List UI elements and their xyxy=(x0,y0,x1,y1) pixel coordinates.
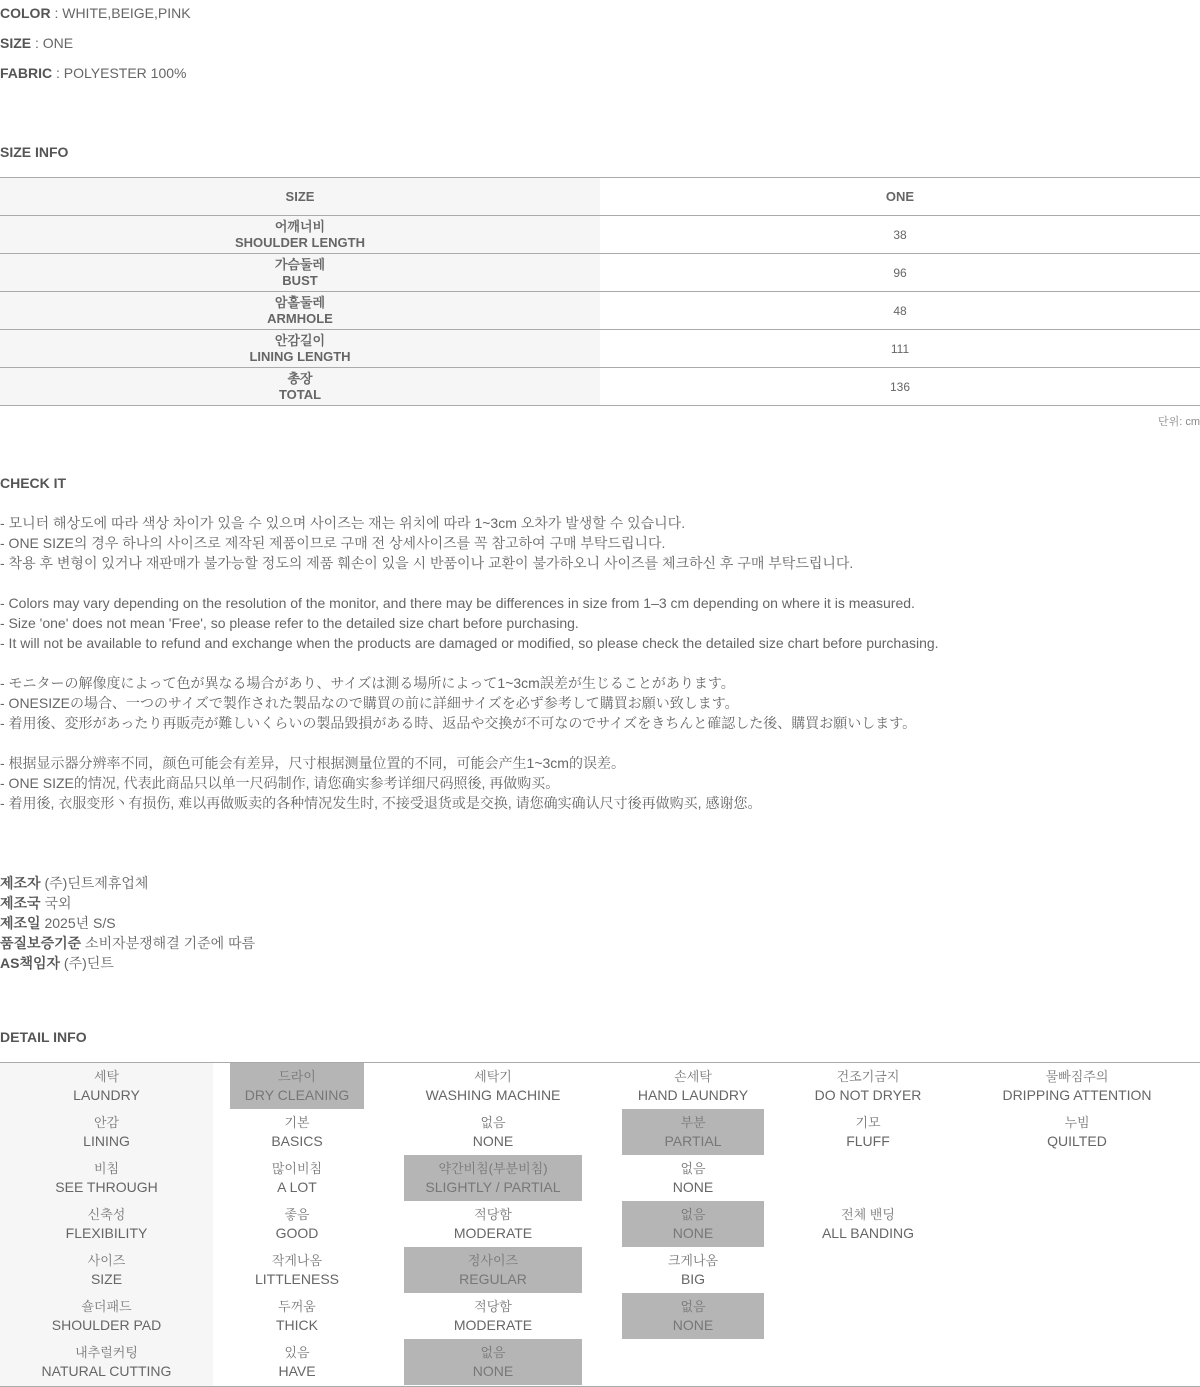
maker-line xyxy=(0,933,255,953)
option-ko: 없음 xyxy=(480,1115,506,1130)
size-unit-note: 단위: cm xyxy=(1157,416,1200,428)
option-ko: 약간비침(부분비침) xyxy=(438,1161,548,1176)
spec-value: WHITE,BEIGE,PINK xyxy=(62,5,191,21)
note-line: - 着用後, 衣服变形丶有损伤, 难以再做贩卖的各种情况发生时, 不接受退货或是交换, 请您确实确认尺寸後再做购买, 感谢您。 xyxy=(0,795,762,811)
detail-option xyxy=(230,1247,364,1293)
option-ko: 부분 xyxy=(680,1115,706,1130)
option-ko: 있음 xyxy=(284,1345,310,1360)
option-en: QUILTED xyxy=(1047,1133,1107,1149)
option-ko: 드라이 xyxy=(278,1069,316,1084)
size-table xyxy=(0,177,1200,406)
note-line: - 착용 후 변형이 있거나 재판매가 불가능할 정도의 제품 훼손이 있을 시 반품이나 교환이 불가하오니 사이즈를 체크하신 후 구매 부탁드립니다. xyxy=(0,555,854,571)
note-line: - Colors may vary depending on the resolution of the monitor, and there may be differences in size from 1–3 cm depending on where it is measured. xyxy=(0,595,915,611)
option-en: A LOT xyxy=(277,1179,317,1195)
option-ko: 없음 xyxy=(480,1345,506,1360)
label-ko: 가슴둘레 xyxy=(274,256,326,272)
check-it-notes xyxy=(0,513,939,813)
option-en: FLEXIBILITY xyxy=(65,1225,148,1241)
maker-value: (주)딘트 xyxy=(63,955,114,971)
option-ko: 두꺼움 xyxy=(278,1299,316,1314)
detail-option xyxy=(622,1155,764,1201)
option-en: NONE xyxy=(472,1363,514,1379)
option-ko: 전체 밴딩 xyxy=(841,1207,895,1222)
maker-value: 소비자분쟁해결 기준에 따름 xyxy=(85,935,256,951)
option-en: DRIPPING ATTENTION xyxy=(1002,1087,1152,1103)
option-ko: 많이비침 xyxy=(271,1161,323,1176)
detail-option-selected xyxy=(230,1063,364,1109)
option-en: HAVE xyxy=(278,1363,316,1379)
option-ko: 내추럴커팅 xyxy=(75,1345,138,1360)
option-en: GOOD xyxy=(275,1225,319,1241)
option-en: THICK xyxy=(276,1317,318,1333)
option-en: SLIGHTLY / PARTIAL xyxy=(425,1179,561,1195)
option-en: BASICS xyxy=(271,1133,323,1149)
spec-value: ONE xyxy=(42,35,74,51)
maker-value: 2025년 S/S xyxy=(44,915,116,931)
spec-size xyxy=(0,35,73,51)
spec-sep: : xyxy=(50,5,63,21)
note-line: - ONE SIZE의 경우 하나의 사이즈로 제작된 제품이므로 구매 전 상세사이즈를 꼭 참고하여 구매 부탁드립니다. xyxy=(0,535,666,551)
option-en: ALL BANDING xyxy=(821,1225,915,1241)
label-en: ARMHOLE xyxy=(267,310,333,326)
spec-label: COLOR xyxy=(0,5,51,21)
detail-info-title: DETAIL INFO xyxy=(0,1029,87,1045)
detail-option xyxy=(790,1063,946,1109)
size-row-value: 96 xyxy=(893,265,907,280)
maker-label: 제조국 xyxy=(0,895,41,911)
spec-color xyxy=(0,5,191,21)
option-en: NONE xyxy=(672,1225,714,1241)
option-ko: 없음 xyxy=(680,1161,706,1176)
maker-label: 품질보증기준 xyxy=(0,935,82,951)
detail-option xyxy=(970,1109,1184,1155)
detail-option xyxy=(230,1109,364,1155)
maker-line xyxy=(0,893,255,913)
option-ko: 비침 xyxy=(93,1161,120,1176)
detail-option xyxy=(404,1201,582,1247)
detail-option-selected xyxy=(622,1109,764,1155)
option-en: PARTIAL xyxy=(664,1133,722,1149)
option-ko: 좋음 xyxy=(284,1207,310,1222)
note-line: - It will not be available to refund and exchange when the products are damaged or modified, so please check the detailed size chart before purchasing. xyxy=(0,635,939,651)
option-en: SEE THROUGH xyxy=(55,1179,158,1195)
spec-sep: : xyxy=(31,35,43,51)
option-en: LITTLENESS xyxy=(254,1271,340,1287)
spec-label: FABRIC xyxy=(0,65,53,81)
spec-value: POLYESTER 100% xyxy=(63,65,187,81)
size-row-value: 38 xyxy=(893,227,907,242)
size-table-header xyxy=(0,178,1200,216)
maker-label: AS책임자 xyxy=(0,955,61,971)
note-line: - 着用後、変形があったり再販売が難しいくらいの製品毀損がある時、返品や交換が不可なのでサイズをきちんと確認した後、購買お願いします。 xyxy=(0,715,917,731)
note-line: - 모니터 해상도에 따라 색상 차이가 있을 수 있으며 사이즈는 재는 위치에 따라 1~3cm 오차가 발생할 수 있습니다. xyxy=(0,515,686,531)
option-ko: 숄더패드 xyxy=(81,1299,132,1314)
option-ko: 세탁기 xyxy=(474,1069,512,1084)
option-en: SHOULDER PAD xyxy=(51,1317,162,1333)
detail-option xyxy=(404,1293,582,1339)
option-ko: 건조기금지 xyxy=(836,1069,900,1084)
option-en: MODERATE xyxy=(453,1225,533,1241)
detail-option xyxy=(230,1293,364,1339)
detail-option xyxy=(404,1109,582,1155)
maker-label: 제조자 xyxy=(0,875,41,891)
spec-fabric xyxy=(0,65,186,81)
label-en: TOTAL xyxy=(278,386,322,402)
detail-option xyxy=(970,1063,1184,1109)
option-ko: 기본 xyxy=(284,1115,310,1130)
option-en: REGULAR xyxy=(459,1271,527,1287)
label-en: SHOULDER LENGTH xyxy=(235,234,365,250)
size-row-label xyxy=(0,368,600,405)
detail-option xyxy=(404,1063,582,1109)
detail-row-label xyxy=(0,1247,213,1293)
size-info-title: SIZE INFO xyxy=(0,144,69,160)
spec-label: SIZE xyxy=(0,35,32,51)
label-ko: 어깨너비 xyxy=(274,218,326,234)
note-line xyxy=(0,653,939,673)
option-ko: 세탁 xyxy=(93,1069,120,1084)
note-line: - モニターの解像度によって色が異なる場合があり、サイズは測る場所によって1~3cm誤差が生じることがあります。 xyxy=(0,675,735,691)
option-ko: 적당함 xyxy=(474,1207,512,1222)
label-en: LINING LENGTH xyxy=(249,348,351,364)
note-line xyxy=(0,573,939,593)
option-ko: 손세탁 xyxy=(674,1069,712,1084)
maker-value: 국외 xyxy=(44,895,72,911)
option-en: WASHING MACHINE xyxy=(425,1087,561,1103)
table-row xyxy=(0,368,1200,406)
option-ko: 기모 xyxy=(855,1115,881,1130)
detail-option-selected xyxy=(622,1201,764,1247)
detail-option-selected xyxy=(404,1247,582,1293)
option-en: NONE xyxy=(672,1179,714,1195)
note-line: - 根据显示器分辨率不同，颜色可能会有差异，尺寸根据测量位置的不同，可能会产生1~3cm的误差。 xyxy=(0,755,625,771)
maker-value: (주)딘트제휴업체 xyxy=(44,875,149,891)
detail-option-selected xyxy=(404,1155,582,1201)
detail-option-selected xyxy=(622,1293,764,1339)
size-row-label xyxy=(0,254,600,291)
size-header-label: SIZE xyxy=(0,178,600,215)
option-ko: 크게나옴 xyxy=(667,1253,719,1268)
size-row-value: 48 xyxy=(893,303,907,318)
detail-table xyxy=(0,1062,1200,1387)
option-ko: 누빔 xyxy=(1064,1115,1090,1130)
table-row xyxy=(0,292,1200,330)
detail-row-label xyxy=(0,1063,213,1109)
label-ko: 암홀둘레 xyxy=(274,294,326,310)
maker-info xyxy=(0,873,255,973)
option-en: SIZE xyxy=(90,1271,123,1287)
detail-option-selected xyxy=(404,1339,582,1385)
option-en: MODERATE xyxy=(453,1317,533,1333)
option-ko: 사이즈 xyxy=(87,1253,126,1268)
size-row-label xyxy=(0,292,600,329)
detail-row-label xyxy=(0,1293,213,1339)
option-ko: 물빠짐주의 xyxy=(1045,1069,1109,1084)
detail-option xyxy=(790,1109,946,1155)
option-en: BIG xyxy=(680,1271,706,1287)
option-ko: 없음 xyxy=(680,1299,706,1314)
option-en: FLUFF xyxy=(846,1133,890,1149)
note-line xyxy=(0,733,939,753)
option-en: LAUNDRY xyxy=(73,1087,140,1103)
label-ko: 안감길이 xyxy=(274,332,326,348)
detail-option xyxy=(230,1339,364,1385)
size-header-value: ONE xyxy=(885,189,915,204)
table-row xyxy=(0,216,1200,254)
detail-row-label xyxy=(0,1109,213,1155)
label-en: BUST xyxy=(282,272,318,288)
detail-row-label xyxy=(0,1201,213,1247)
detail-row-label xyxy=(0,1155,213,1201)
option-en: NONE xyxy=(672,1317,714,1333)
maker-line xyxy=(0,913,255,933)
note-line: - Size 'one' does not mean 'Free', so please refer to the detailed size chart before purchasing. xyxy=(0,615,579,631)
table-row xyxy=(0,330,1200,368)
size-row-label xyxy=(0,216,600,253)
detail-option xyxy=(622,1247,764,1293)
maker-line xyxy=(0,873,255,893)
option-en: NATURAL CUTTING xyxy=(41,1363,172,1379)
option-ko: 작게나옴 xyxy=(271,1253,323,1268)
option-ko: 적당함 xyxy=(474,1299,512,1314)
option-en: HAND LAUNDRY xyxy=(637,1087,749,1103)
maker-line xyxy=(0,953,255,973)
size-row-value: 136 xyxy=(889,379,911,394)
maker-label: 제조일 xyxy=(0,915,41,931)
detail-option xyxy=(230,1201,364,1247)
option-en: LINING xyxy=(83,1133,130,1149)
option-en: DRY CLEANING xyxy=(244,1087,350,1103)
option-ko: 없음 xyxy=(680,1207,706,1222)
check-it-title: CHECK IT xyxy=(0,475,67,491)
option-en: DO NOT DRYER xyxy=(814,1087,922,1103)
detail-row-label xyxy=(0,1339,213,1385)
detail-option xyxy=(790,1201,946,1247)
option-ko: 신축성 xyxy=(87,1207,126,1222)
label-ko: 총장 xyxy=(287,370,313,386)
table-row xyxy=(0,254,1200,292)
spec-sep: : xyxy=(52,65,64,81)
detail-option xyxy=(230,1155,364,1201)
option-en: NONE xyxy=(472,1133,514,1149)
size-row-label xyxy=(0,330,600,367)
size-row-value: 111 xyxy=(890,341,910,356)
detail-option xyxy=(622,1063,764,1109)
note-line: - ONE SIZE的情况, 代表此商品只以单一尺码制作, 请您确实参考详细尺码照後, 再做购买。 xyxy=(0,775,560,791)
option-ko: 정사이즈 xyxy=(467,1253,519,1268)
option-ko: 안감 xyxy=(93,1115,120,1130)
note-line: - ONESIZEの場合、一つのサイズで製作された製品なので購買の前に詳細サイズを必ず参考して購買お願い致します。 xyxy=(0,695,739,711)
